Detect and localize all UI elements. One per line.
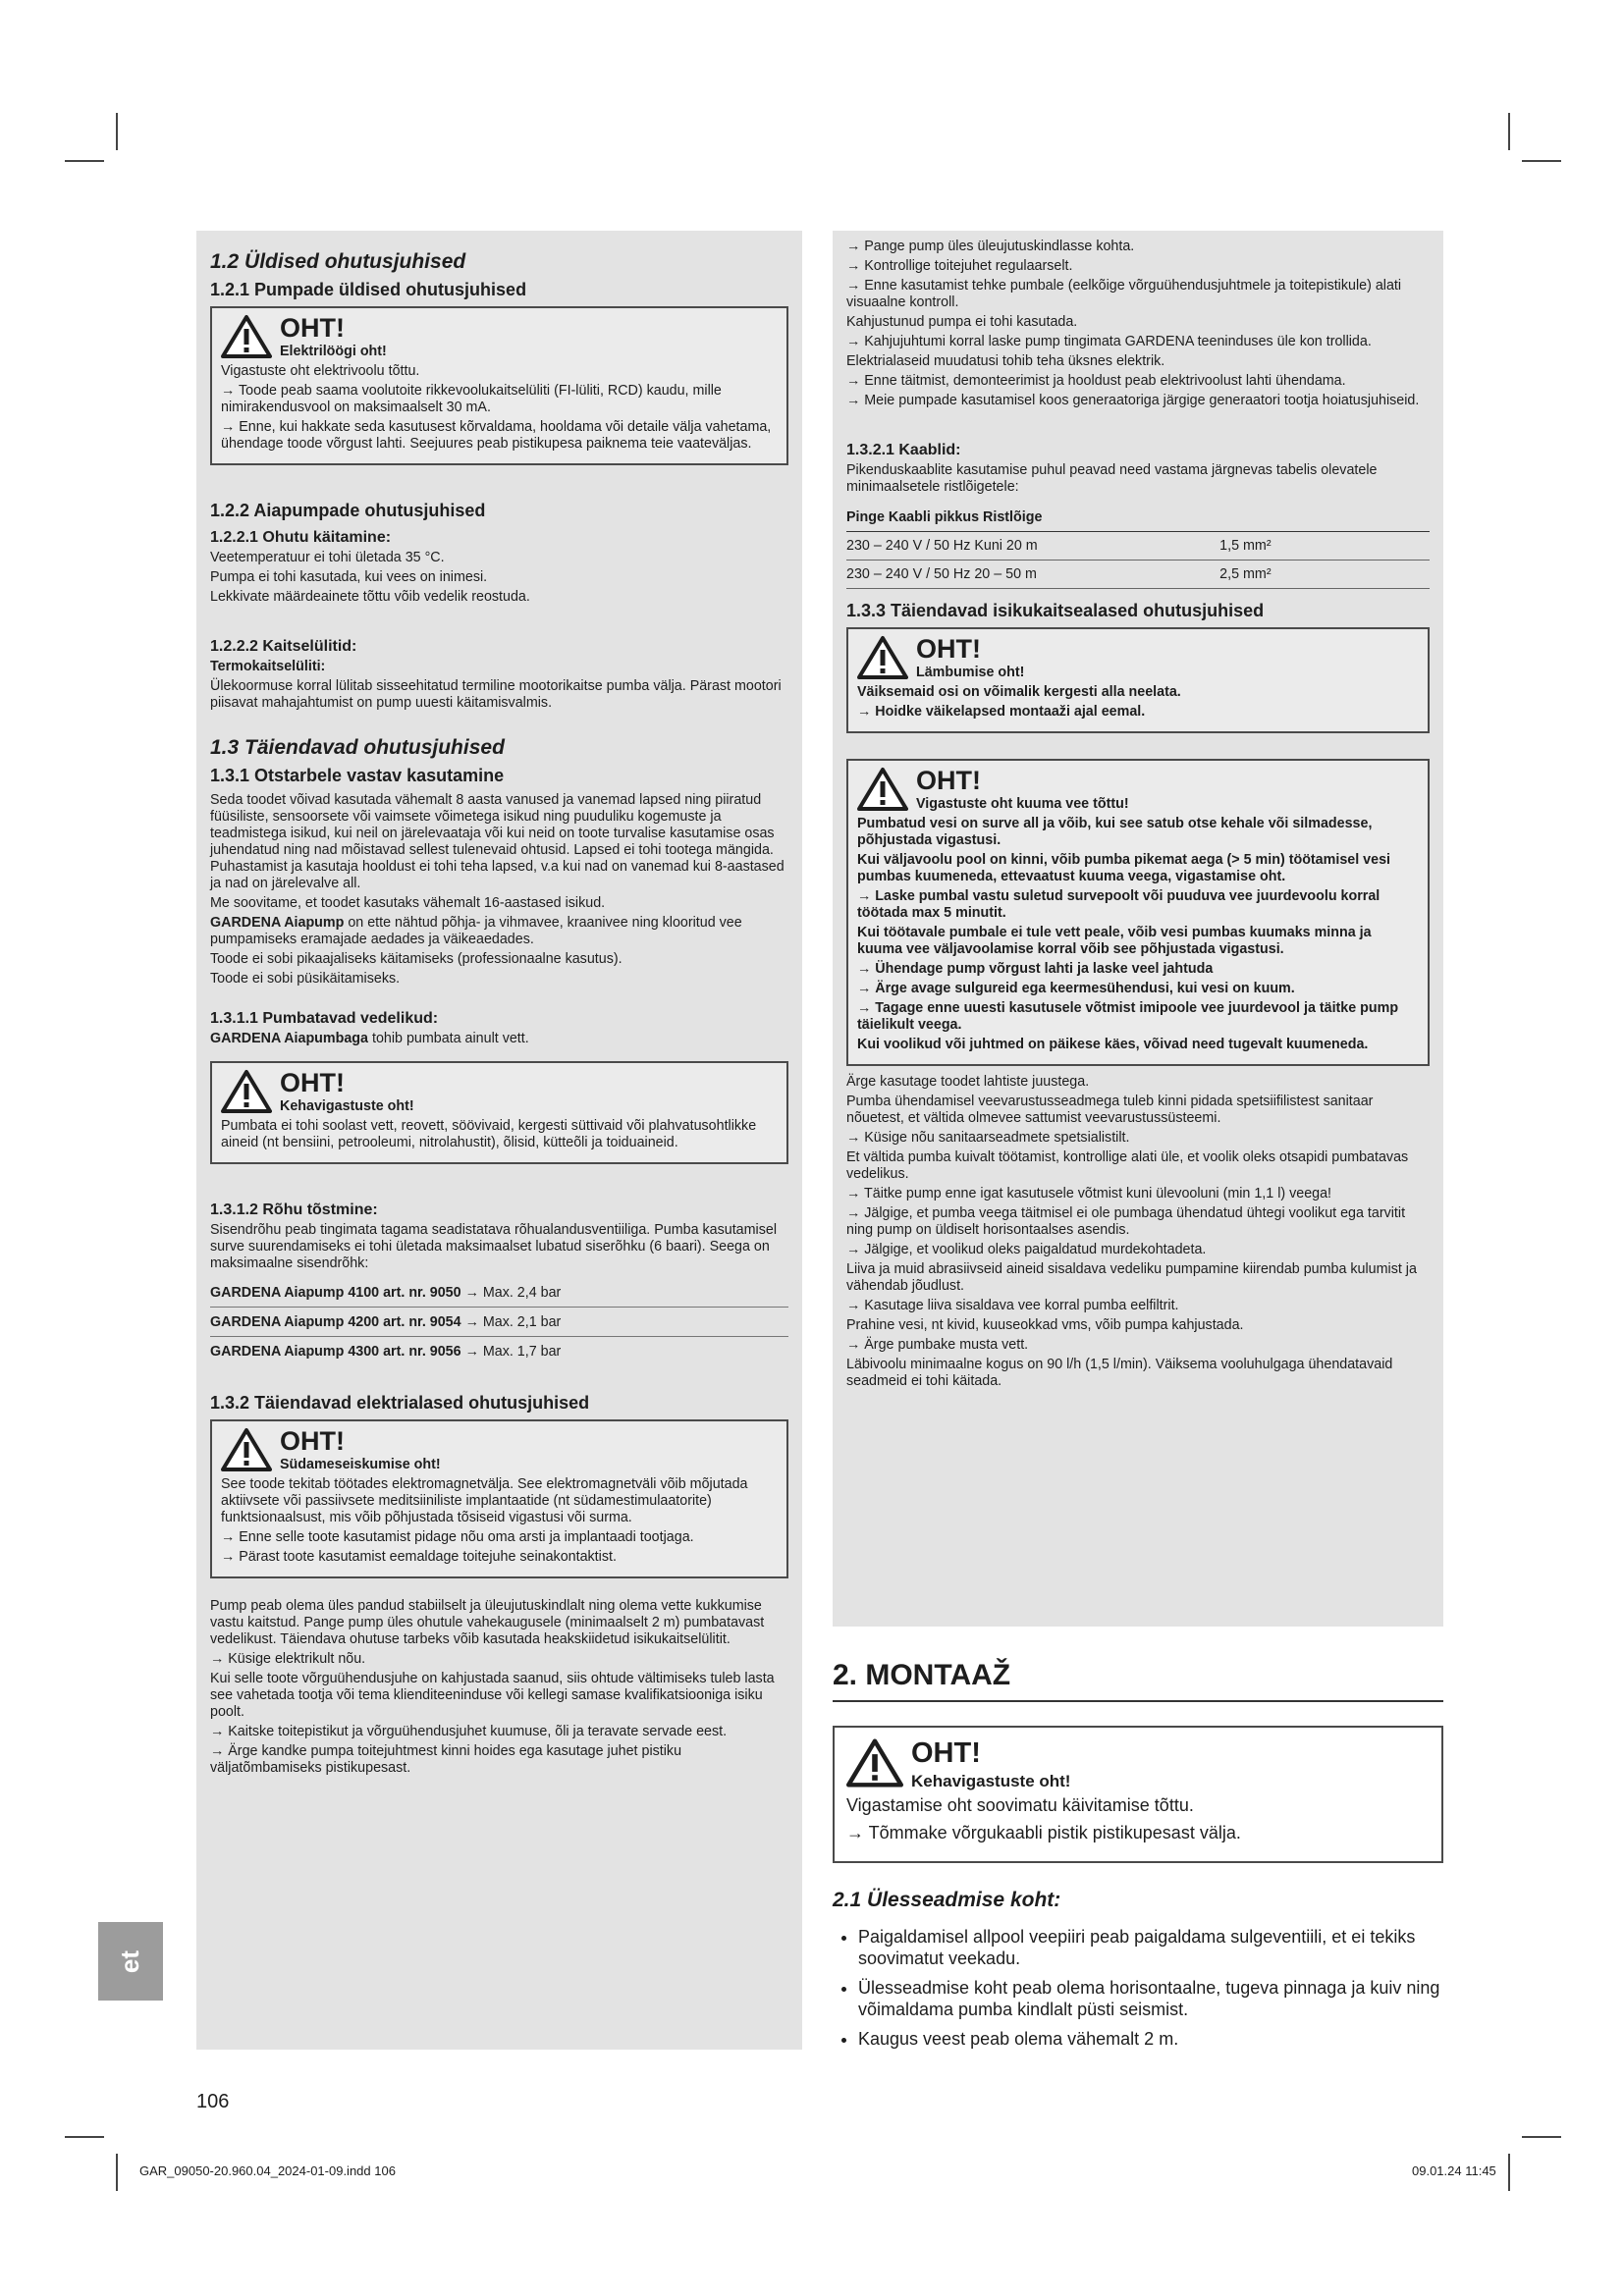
- section-heading: 1.2 Üldised ohutusjuhised: [210, 250, 466, 273]
- subsection-heading: 1.2.2 Aiapumpade ohutusjuhised: [210, 501, 486, 520]
- cable-table: [846, 504, 1430, 589]
- pressure-row: GARDENA Aiapump 4200 art. nr. 9054 → Max. 2,1 bar: [210, 1308, 788, 1337]
- subsubsection-heading: 1.3.1.2 Rõhu tõstmine:: [210, 1201, 378, 1218]
- warning-triangle-icon: [846, 1737, 903, 1789]
- body-text: → Küsige nõu sanitaarseadmete spetsialistilt.: [846, 1130, 1130, 1146]
- warning-text: → Tõmmake võrgukaabli pistik pistikupesast välja.: [846, 1823, 1241, 1842]
- warning-triangle-icon: [857, 767, 908, 812]
- body-text: → Kasutage liiva sisaldava vee korral pumba eelfiltrit.: [846, 1298, 1179, 1313]
- body-text: → Enne täitmist, demonteerimist ja hooldust peab elektrivoolust lahti ühendama.: [846, 373, 1346, 389]
- page-number: 106: [196, 2091, 230, 2112]
- warning-text: → Pärast toote kasutamist eemaldage toitejuhe seinakontaktist.: [221, 1549, 617, 1565]
- body-text: Elektrialaseid muudatusi tohib teha üksnes elektrik.: [846, 353, 1165, 369]
- subsection-heading: 1.3.3 Täiendavad isikukaitsealased ohutusjuhised: [846, 601, 1265, 620]
- warning-title: OHT!: [280, 1068, 345, 1097]
- body-text: → Kaitske toitepistikut ja võrguühendusjuhet kuumuse, õli ja teravate servade eest.: [210, 1724, 728, 1739]
- crop-mark: [65, 2136, 104, 2138]
- body-text: Ärge kasutage toodet lahtiste juustega.: [846, 1074, 1090, 1090]
- crop-mark: [1522, 160, 1561, 162]
- body-text: → Ärge kandke pumpa toitejuhtmest kinni hoides ega kasutage juhet pistiku väljatõmbamiseks pistikupesast.: [210, 1743, 682, 1776]
- crop-mark: [1508, 113, 1510, 150]
- body-text: Liiva ja muid abrasiivseid aineid sisaldava vedeliku pumpamine kiirendab pumba kulumist ja vähendab jõudlust.: [846, 1261, 1417, 1294]
- warning-subtitle: Vigastuste oht kuuma vee tõttu!: [916, 796, 1129, 812]
- warning-triangle-icon: [221, 314, 272, 359]
- body-text: Pikenduskaablite kasutamise puhul peavad need vastama järgnevas tabelis olevatele minimaalsetele ristlõigetele:: [846, 462, 1378, 495]
- list-item: • Kaugus veest peab olema vähemalt 2 m.: [858, 2028, 1443, 2050]
- table-row: 230 – 240 V / 50 Hz Kuni 20 m 1,5 mm²: [846, 532, 1430, 561]
- body-text: → Jälgige, et voolikud oleks paigaldatud murdekohtadeta.: [846, 1242, 1207, 1257]
- bullet-list: [833, 1926, 1443, 2050]
- warning-text: → Tagage enne uuesti kasutusele võtmist imipoole vee juurdevool ja täitke pump täielikult veega.: [857, 1000, 1399, 1033]
- warning-subtitle: Südameseiskumise oht!: [280, 1457, 441, 1472]
- pressure-row: GARDENA Aiapump 4300 art. nr. 9056 → Max. 1,7 bar: [210, 1344, 562, 1360]
- warning-box: [210, 1419, 788, 1578]
- left-column: [196, 231, 802, 2050]
- body-text: → Täitke pump enne igat kasutusele võtmist kuni ülevooluni (min 1,1 l) veega!: [846, 1186, 1332, 1201]
- crop-mark: [1522, 2136, 1561, 2138]
- body-text: → Jälgige, et pumba veega täitmisel ei ole pumbaga ühendatud ühtegi voolikut ega tarvitit ning pump on üldiselt horisontaalses asendis.: [846, 1205, 1406, 1238]
- subsubsection-heading: 1.2.2.2 Kaitselülitid:: [210, 638, 357, 655]
- warning-text: Väiksemaid osi on võimalik kergesti alla neelata.: [857, 684, 1181, 700]
- crop-mark: [116, 113, 118, 150]
- body-text: Seda toodet võivad kasutada vähemalt 8 aasta vanused ja vanemad lapsed ning piiratud füüsiliste, sensoorsete või vaimsete võimetega isikud ning puuduliku kogemuste ja teadmistega isikud, kui neil on järelevaataja või kui neid on toote turvalise kasutamise osas juhendatud ning nad mõistavad sellest tulenevaid ohtusid. Lapsed ei tohi tootega mängida. Puhastamist ja kasutaja hooldust ei tohi teha lapsed, v.a kui nad on vanemad kui 8-aastased ja nad on järelevalve all.: [210, 792, 785, 891]
- right-column: [833, 231, 1443, 1627]
- table-row: 230 – 240 V / 50 Hz 20 – 50 m 2,5 mm²: [846, 561, 1430, 589]
- table-header: Pinge Kaabli pikkus Ristlõige: [846, 504, 1430, 532]
- subsubsection-heading: 1.3.1.1 Pumbatavad vedelikud:: [210, 1010, 439, 1027]
- warning-text: Vigastuste oht elektrivoolu tõttu.: [221, 363, 420, 379]
- body-text: Pumba ühendamisel veevarustusseadmega tuleb kinni pidada spetsiifilistest sanitaar nõuetest, et vältida olmevee sattumist veevarustussüsteemi.: [846, 1094, 1374, 1126]
- warning-box: [210, 306, 788, 465]
- language-tab: et: [98, 1922, 163, 2001]
- warning-box: [846, 627, 1430, 733]
- print-date: 09.01.24 11:45: [1412, 2163, 1496, 2178]
- subsection-heading: 1.2.1 Pumpade üldised ohutusjuhised: [210, 280, 527, 299]
- warning-triangle-icon: [221, 1069, 272, 1114]
- warning-title: OHT!: [280, 313, 345, 343]
- warning-text: → Ärge avage sulgureid ega keermesühendusi, kui vesi on kuum.: [857, 981, 1295, 996]
- subsection-heading: 1.3.1 Otstarbele vastav kasutamine: [210, 766, 505, 785]
- warning-text: See toode tekitab töötades elektromagnetvälja. See elektromagnetväli võib mõjutada aktiivsete või passiivsete meditsiiniliste implantaatide (nt südamestimulaatorite) funktsionaalsust, mis võib põhjustada tõsiseid vigastusi või surma.: [221, 1476, 748, 1525]
- pressure-row: GARDENA Aiapump 4100 art. nr. 9050 → Max. 2,4 bar: [210, 1278, 788, 1308]
- body-text: Ülekoormuse korral lülitab sisseehitatud termiline mootorikaitse pumba välja. Pärast mootori piisavat mahajahtumist on pump uuesti käitamisvalmis.: [210, 678, 782, 711]
- body-text: → Enne kasutamist tehke pumbale (eelkõige võrguühendusjuhtmele ja toitepistikule) alati visuaalne kontroll.: [846, 278, 1402, 310]
- body-text: Sisendrõhu peab tingimata tagama seadistatava rõhualandusventiiliga. Pumba kasutamisel surve suurendamiseks ei tohi ületada maksimaalset lubatud siserõhku (6 baari). Seega on maksimaalne sisendrõhk:: [210, 1222, 777, 1271]
- body-text: Läbivoolu minimaalne kogus on 90 l/h (1,5 l/min). Väiksema vooluhulgaga ühendatavaid seadmeid ei tohi käitada.: [846, 1357, 1393, 1389]
- body-text: → Küsige elektrikult nõu.: [210, 1651, 366, 1667]
- body-text: Kahjustunud pumpa ei tohi kasutada.: [846, 314, 1078, 330]
- warning-subtitle: Kehavigastuste oht!: [911, 1772, 1071, 1790]
- warning-title: OHT!: [916, 766, 981, 795]
- body-text: → Ärge pumbake musta vett.: [846, 1337, 1029, 1353]
- body-text: Pump peab olema üles pandud stabiilselt ja üleujutuskindlalt ning olema vette kukkumise vastu kaitstud. Pange pump üles ohutule vahekaugusele (minimaalselt 2 m) pumbatavast vedelikust. Täiendava ohutuse tarbeks võib kasutada heakskiidetud isikukaitselülitit.: [210, 1598, 765, 1647]
- body-text: Lekkivate määrdeainete tõttu võib vedelik reostuda.: [210, 589, 530, 605]
- body-text: GARDENA Aiapump on ette nähtud põhja- ja vihmavee, kraanivee ning klooritud vee pumpamiseks eramajade aedades ja väikeaedades.: [210, 915, 742, 947]
- section-heading: 1.3 Täiendavad ohutusjuhised: [210, 736, 505, 759]
- body-text: Me soovitame, et toodet kasutaks vähemalt 16-aastased isikud.: [210, 895, 606, 911]
- warning-text: Kui töötavale pumbale ei tule vett peale, võib vesi pumbas kuumaks minna ja kuuma vee väljavoolamise korral võib see põhjustada vigastusi.: [857, 925, 1372, 957]
- crop-mark: [65, 160, 104, 162]
- warning-text: Kui voolikud või juhtmed on päikese käes, võivad need tugevalt kuumeneda.: [857, 1037, 1369, 1052]
- warning-box: [833, 1726, 1443, 1863]
- warning-title: OHT!: [916, 634, 981, 664]
- warning-text: → Laske pumbal vastu suletud survepoolt või puuduva vee juurdevoolu korral töötada max 5 minutit.: [857, 888, 1380, 921]
- warning-text: Kui väljavoolu pool on kinni, võib pumba pikemat aega (> 5 min) töötamisel vesi pumbas kuumeneda, ettevaatust kuuma veega, vigastamise oht.: [857, 852, 1390, 884]
- chapter-heading: 2. MONTAAŽ: [833, 1659, 1443, 1702]
- print-slug: GAR_09050-20.960.04_2024-01-09.indd 106: [139, 2163, 396, 2178]
- warning-text: → Enne, kui hakkate seda kasutusest kõrvaldama, hooldama või detaile välja vahetama, ühendage toode võrgust lahti. Seejuures peab pistikupesa paiknema teie vaateväljas.: [221, 419, 772, 452]
- warning-title: OHT!: [911, 1737, 981, 1769]
- warning-text: Pumbatud vesi on surve all ja võib, kui see satub otse kehale või silmadesse, põhjustada vigastusi.: [857, 816, 1373, 848]
- warning-text: → Enne selle toote kasutamist pidage nõu oma arsti ja implantaadi tootjaga.: [221, 1529, 694, 1545]
- warning-subtitle: Kehavigastuste oht!: [280, 1098, 414, 1114]
- warning-box: [846, 759, 1430, 1066]
- body-text: Kui selle toote võrguühendusjuhe on kahjustada saanud, siis ohtude vältimiseks tuleb lasta see vahetada tootja või tema klienditeeninduse või kellegi samase kvalifikatsiooniga isiku poolt.: [210, 1671, 775, 1720]
- warning-title: OHT!: [280, 1426, 345, 1456]
- body-text-bold: Termokaitselüliti:: [210, 659, 326, 674]
- body-text: Toode ei sobi püsikäitamiseks.: [210, 971, 401, 987]
- body-text: Veetemperatuur ei tohi ületada 35 °C.: [210, 550, 445, 565]
- body-text: GARDENA Aiapumbaga tohib pumbata ainult vett.: [210, 1031, 529, 1046]
- body-text: Et vältida pumba kuivalt töötamist, kontrollige alati üle, et voolik oleks otsapidi pumbatavas vedelikus.: [846, 1149, 1409, 1182]
- body-text: Prahine vesi, nt kivid, kuuseokkad vms, võib pumpa kahjustada.: [846, 1317, 1244, 1333]
- body-text: → Pange pump üles üleujutuskindlasse kohta.: [846, 239, 1135, 254]
- warning-text: → Toode peab saama voolutoite rikkevoolukaitselüliti (FI-lüliti, RCD) kaudu, mille nimirakendusvool on maksimaalselt 30 mA.: [221, 383, 722, 415]
- warning-triangle-icon: [221, 1427, 272, 1472]
- body-text: → Meie pumpade kasutamisel koos generaatoriga järgige generaatori tootja hoiatusjuhiseid.: [846, 393, 1420, 408]
- warning-box: [210, 1061, 788, 1164]
- warning-text: Vigastamise oht soovimatu käivitamise tõttu.: [846, 1795, 1194, 1815]
- section-heading: 2.1 Ülesseadmise koht:: [833, 1889, 1061, 1911]
- warning-text: → Ühendage pump võrgust lahti ja laske veel jahtuda: [857, 961, 1214, 977]
- body-text: Pumpa ei tohi kasutada, kui vees on inimesi.: [210, 569, 488, 585]
- subsubsection-heading: 1.3.2.1 Kaablid:: [846, 442, 961, 458]
- body-text: → Kahjujuhtumi korral laske pump tingimata GARDENA teeninduses üle kon trollida.: [846, 334, 1372, 349]
- warning-text: Pumbata ei tohi soolast vett, reovett, söövivaid, kergesti süttivaid või plahvatusohtlikke aineid (nt bensiini, petrooleumi, nitrolahustit), õlisid, kütteõli ja toiduaineid.: [221, 1118, 757, 1150]
- warning-triangle-icon: [857, 635, 908, 680]
- crop-mark: [116, 2154, 118, 2191]
- body-text: Toode ei sobi pikaajaliseks käitamiseks (professionaalne kasutus).: [210, 951, 623, 967]
- list-item: • Ülesseadmise koht peab olema horisontaalne, tugeva pinnaga ja kuiv ning võimaldama pumba kindlalt püsti seismist.: [858, 1977, 1443, 2020]
- subsubsection-heading: 1.2.2.1 Ohutu käitamine:: [210, 529, 392, 546]
- body-text: → Kontrollige toitejuhet regulaarselt.: [846, 258, 1073, 274]
- warning-subtitle: Lämbumise oht!: [916, 665, 1025, 680]
- warning-subtitle: Elektrilöögi oht!: [280, 344, 387, 359]
- list-item: • Paigaldamisel allpool veepiiri peab paigaldama sulgeventiili, et ei tekiks soovimatut veekadu.: [858, 1926, 1443, 1969]
- warning-text: → Hoidke väikelapsed montaaži ajal eemal.: [857, 704, 1146, 720]
- montaz-section: [833, 1659, 1443, 2057]
- subsection-heading: 1.3.2 Täiendavad elektrialased ohutusjuhised: [210, 1393, 590, 1413]
- crop-mark: [1508, 2154, 1510, 2191]
